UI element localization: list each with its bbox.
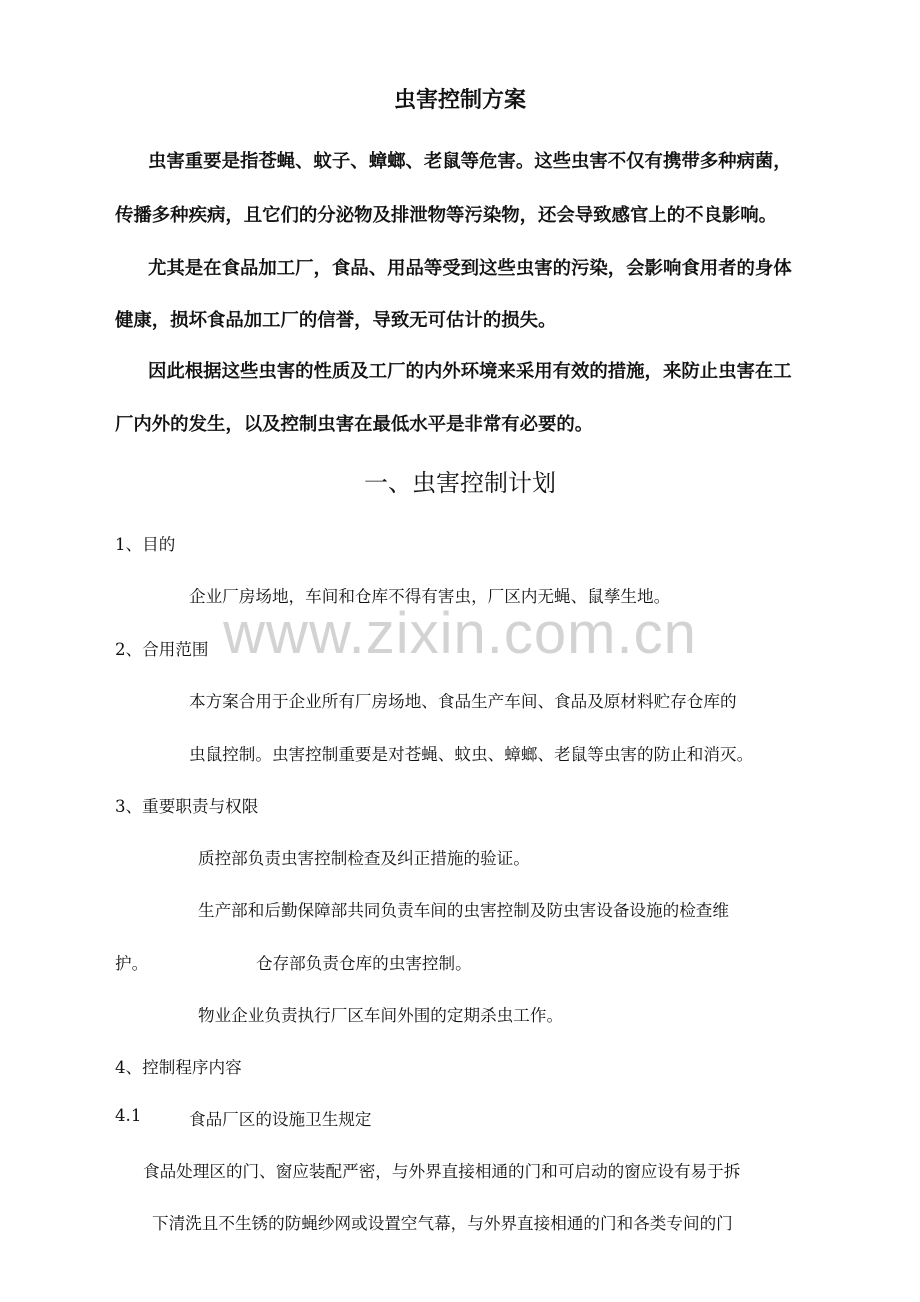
intro-line-5: 因此根据这些虫害的性质及工厂的内外环境来采用有效的措施，来防止虫害在工 (148, 361, 792, 382)
subsection-text-1: 食品处理区的门、窗应装配严密，与外界直接相通的门和可启动的窗应设有易于拆 (143, 1162, 741, 1181)
intro-line-2: 传播多种疾病，且它们的分泌物及排泄物等污染物，还会导致感官上的不良影响。 (115, 205, 778, 226)
watermark: www.zixin.com.cn (223, 601, 697, 666)
subsection-text-2: 下清洗且不生锈的防蝇纱网或设置空气幕，与外界直接相通的门和各类专间的门 (152, 1214, 733, 1233)
procedure-heading: 4、控制程序内容 (115, 1058, 242, 1077)
duty-heading: 3、重要职责与权限 (115, 797, 259, 816)
intro-line-3: 尤其是在食品加工厂，食品、用品等受到这些虫害的污染，会影响食用者的身体 (148, 258, 792, 279)
duty-text-2: 生产部和后勤保障部共同负责车间的虫害控制及防虫害设备设施的检查维 (198, 901, 729, 920)
duty-text-3b: 仓存部负责仓库的虫害控制。 (256, 954, 472, 973)
purpose-text: 企业厂房场地，车间和仓库不得有害虫，厂区内无蝇、鼠孳生地。 (189, 587, 671, 606)
purpose-heading: 1、目的 (115, 535, 176, 554)
intro-line-6: 厂内外的发生，以及控制虫害在最低水平是非常有必要的。 (115, 414, 594, 435)
document-title: 虫害控制方案 (393, 88, 526, 113)
duty-text-1: 质控部负责虫害控制检查及纠正措施的验证。 (198, 849, 530, 868)
scope-text-2: 虫鼠控制。虫害控制重要是对苍蝇、蚊虫、蟑螂、老鼠等虫害的防止和消灭。 (189, 745, 754, 764)
section-title: 一、虫害控制计划 (364, 469, 556, 497)
subsection-title: 食品厂区的设施卫生规定 (189, 1110, 372, 1129)
duty-text-4: 物业企业负责执行厂区车间外围的定期杀虫工作。 (198, 1006, 564, 1025)
subsection-number: 4.1 (115, 1106, 142, 1125)
scope-text-1: 本方案合用于企业所有厂房场地、食品生产车间、食品及原材料贮存仓库的 (189, 692, 737, 711)
intro-line-4: 健康，损坏食品加工厂的信誉，导致无可估计的损失。 (115, 310, 557, 331)
duty-text-3a: 护。 (115, 954, 149, 973)
scope-heading: 2、合用范围 (115, 640, 209, 659)
intro-line-1: 虫害重要是指苍蝇、蚊子、蟑螂、老鼠等危害。这些虫害不仅有携带多种病菌， (148, 151, 792, 172)
